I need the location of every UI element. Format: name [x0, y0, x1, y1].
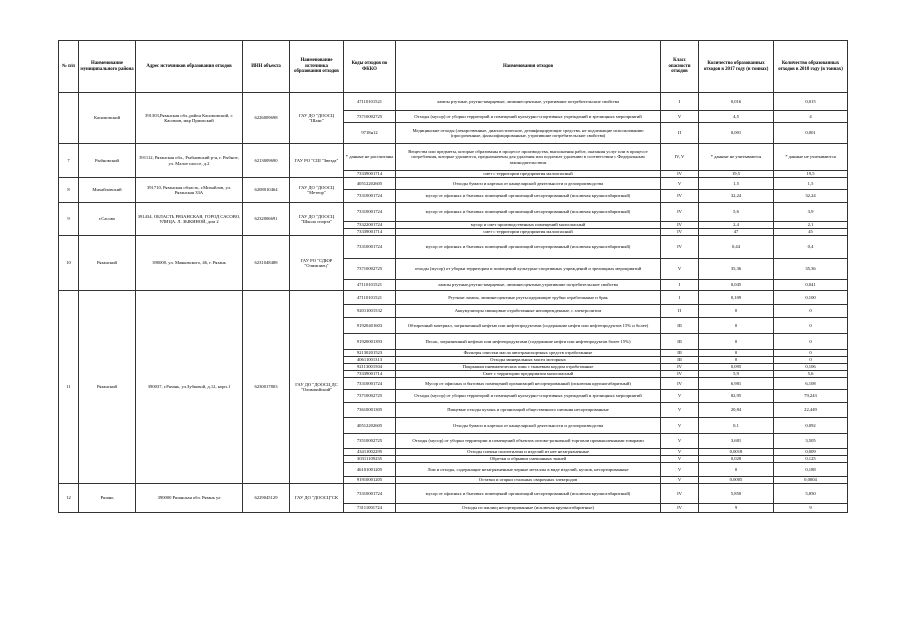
quantity-2018-cell: 0,015	[774, 93, 848, 111]
waste-code-cell: * данные не рассчитаны	[344, 144, 396, 171]
waste-name-cell: Мусор от офисных и бытовых помещений организаций несортированный (исключая крупногабаритный)	[396, 378, 661, 390]
waste-name-cell: лампы ртутные, ртутно-кварцевые, люминесцентные, утратившие потребительские свойства	[396, 93, 661, 111]
waste-code-cell: 73310001724	[344, 190, 396, 203]
table-row	[59, 203, 848, 222]
quantity-2017-cell: 0,44	[699, 236, 774, 259]
waste-code-cell: 43411002295	[344, 449, 396, 456]
waste-code-cell: 47110101521	[344, 280, 396, 291]
row-number-cell: 8	[59, 178, 79, 203]
waste-code-cell: 73610001305	[344, 403, 396, 418]
col-header: Наименование муниципального района	[79, 41, 136, 93]
quantity-2017-cell: 32,24	[699, 190, 774, 203]
hazard-class-cell: IV	[661, 378, 699, 390]
inn-cell: 6208010464	[243, 178, 290, 203]
waste-name-cell: отходы (мусор) от уборки территории и помещений культурно-спортивных учреждений и зрелищных мероприятий	[396, 259, 661, 280]
quantity-2017-cell: 1,5	[699, 178, 774, 190]
quantity-2018-cell: * данные не учитываются	[774, 144, 848, 171]
waste-name-cell: лампы ртутные,ртутно-кварцевые, люминесцентные,утратившие потребительские свойства	[396, 280, 661, 291]
address-cell: 390000 Рязанская обл. Рязань ул	[136, 484, 243, 513]
waste-name-cell: Отходы пленки полиэтилена и изделий из нее незагрязненные	[396, 449, 661, 456]
table-row	[59, 484, 848, 504]
inn-cell: 6229045129	[243, 484, 290, 513]
quantity-2018-cell: 35,36	[774, 259, 848, 280]
quantity-2017-cell: 2,4	[699, 222, 774, 229]
waste-code-cell: 92011001532	[344, 305, 396, 318]
waste-name-cell: Отходы бумаги и картона от канцелярской деятельности и делопроизводства	[396, 418, 661, 434]
waste-name-cell: смет с территории предприятия малоопасный	[396, 171, 661, 178]
source-cell: ГАУ ДО "ДООСЦ ДС "Олимпийский"	[290, 291, 344, 484]
quantity-2018-cell: 19,5	[774, 171, 848, 178]
waste-code-cell: 73310001724	[344, 203, 396, 222]
inn-cell: 6213009690	[243, 144, 290, 178]
quantity-2017-cell: 0,045	[699, 280, 774, 291]
hazard-class-cell: V	[661, 434, 699, 449]
hazard-class-cell: V	[661, 449, 699, 456]
quantity-2018-cell: 0	[774, 350, 848, 357]
waste-code-cell: 92113001504	[344, 364, 396, 371]
quantity-2017-cell: 4,5	[699, 111, 774, 123]
waste-name-cell: Медицинские отходы (лекарственные, диагностические, дезинфицирующие средства, не подлежащие использованию (просроченные, фальсифицированные, утратившие потребительские свойства)	[396, 123, 661, 144]
district-cell: Михайловский	[79, 178, 136, 203]
hazard-class-cell: IV	[661, 203, 699, 222]
district-cell: Касимовский	[79, 93, 136, 144]
quantity-2018-cell: 0	[774, 305, 848, 318]
row-number-cell	[59, 93, 79, 144]
quantity-2018-cell: 45	[774, 229, 848, 236]
address-cell: 390037, г.Рязань, ул.Зубковой, д.12, корп.1	[136, 291, 243, 484]
district-cell: Рыбновский	[79, 144, 136, 178]
waste-name-cell: мусор и смет производственных помещений малоопасный	[396, 222, 661, 229]
col-header: Наименование источника образования отходов	[290, 41, 344, 93]
header-row	[59, 41, 848, 93]
waste-name-cell: Лом и отходы, содержащие незагрязненные черные металлы в виде изделий, кусков, несортированные	[396, 463, 661, 477]
table-row	[59, 178, 848, 190]
district-cell: Рязань	[79, 484, 136, 513]
quantity-2017-cell: 3,681	[699, 434, 774, 449]
waste-name-cell: Обтирочный материал, загрязненный нефтью или нефтепродуктами (содержание нефти или нефтепродуктов 15% и более)	[396, 318, 661, 334]
address-cell: 391112, Рязанская обл., Рыбновский р-н, г. Рыбное, ул. Малое шоссе, д.2	[136, 144, 243, 178]
waste-name-cell: Отходы бумаги и картона от канцелярской деятельности и делопроизводства	[396, 178, 661, 190]
quantity-2018-cell: 0	[774, 318, 848, 334]
col-header: Коды отходов по ФККО	[344, 41, 396, 93]
row-number-cell: 11	[59, 291, 79, 484]
quantity-2018-cell: 0,125	[774, 456, 848, 463]
hazard-class-cell: V	[661, 463, 699, 477]
quantity-2018-cell: 0,4	[774, 236, 848, 259]
quantity-2018-cell: 4	[774, 111, 848, 123]
district-cell: Рязанский	[79, 291, 136, 484]
row-number-cell: 10	[59, 236, 79, 291]
quantity-2018-cell: 0,041	[774, 280, 848, 291]
hazard-class-cell: IV	[661, 371, 699, 378]
hazard-class-cell: III	[661, 318, 699, 334]
waste-code-cell: 40611001313	[344, 357, 396, 364]
row-number-cell: 9	[59, 203, 79, 236]
quantity-2018-cell: 2,1	[774, 222, 848, 229]
quantity-2017-cell: 9	[699, 504, 774, 513]
hazard-class-cell: II	[661, 305, 699, 318]
waste-code-cell: 73111001724	[344, 504, 396, 513]
hazard-class-cell: IV	[661, 504, 699, 513]
quantity-2017-cell: 0	[699, 463, 774, 477]
table-row	[59, 93, 848, 111]
table-row	[59, 236, 848, 259]
hazard-class-cell: III	[661, 350, 699, 357]
waste-code-cell: 73310001724	[344, 378, 396, 390]
hazard-class-cell: IV	[661, 222, 699, 229]
source-cell: ГАУ РО "СШ "Звезда"	[290, 144, 344, 178]
hazard-class-cell: IV	[661, 236, 699, 259]
quantity-2017-cell: 35,36	[699, 259, 774, 280]
col-header: Класс опасности отходов	[661, 41, 699, 93]
waste-name-cell: смет с территории предприятия малоопасный	[396, 229, 661, 236]
waste-code-cell: 73710002725	[344, 111, 396, 123]
inn-cell: 6226009698	[243, 93, 290, 144]
row-number-cell: 7	[59, 144, 79, 178]
hazard-class-cell: IV	[661, 171, 699, 178]
address-cell: 390000, ул. Маяковского, 46, г. Рязань	[136, 236, 243, 291]
hazard-class-cell: IV	[661, 229, 699, 236]
quantity-2017-cell: 0,1	[699, 418, 774, 434]
quantity-2018-cell: 3,505	[774, 434, 848, 449]
quantity-2017-cell: 47	[699, 229, 774, 236]
quantity-2017-cell: 0	[699, 350, 774, 357]
quantity-2017-cell: 0	[699, 318, 774, 334]
waste-code-cell: 73322001724	[344, 222, 396, 229]
waste-code-cell: 73510002725	[344, 434, 396, 449]
table-row	[59, 144, 848, 171]
inn-cell: 6231048488	[243, 236, 290, 291]
hazard-class-cell: V	[661, 418, 699, 434]
quantity-2018-cell: 1,5	[774, 178, 848, 190]
quantity-2017-cell: 0,0005	[699, 477, 774, 484]
waste-code-cell: 73339001714	[344, 171, 396, 178]
waste-name-cell: Отходы (мусор) от уборки территории и помещений объектов оптово-розничной торговли промышленными товарами	[396, 434, 661, 449]
quantity-2018-cell: 0,106	[774, 364, 848, 371]
waste-code-cell: 73339001714	[344, 229, 396, 236]
source-cell: ГАУ ДО "ДООСЦ"СК	[290, 484, 344, 513]
waste-code-cell: 40512202605	[344, 418, 396, 434]
quantity-2018-cell: 0,100	[774, 291, 848, 305]
waste-code-cell: 73710002725	[344, 259, 396, 280]
quantity-2018-cell: 5,6	[774, 371, 848, 378]
district-cell: г.Сасово	[79, 203, 136, 236]
quantity-2017-cell: 0	[699, 305, 774, 318]
quantity-2017-cell: 0,109	[699, 291, 774, 305]
waste-code-cell: 30311109235	[344, 456, 396, 463]
waste-name-cell: Вещества или предметы, которые образованы в процессе производства, выполнения работ, оказания услуг или в процессе потребления, которые удаляются, предназначены для удаления или подлежат удалению в соответствии с Федеральным законодательством	[396, 144, 661, 171]
col-header: Адрес источников образования отходов	[136, 41, 243, 93]
col-header: № п/п	[59, 41, 79, 93]
hazard-class-cell: V	[661, 111, 699, 123]
waste-name-cell: Ртутные лампы, люминесцентные ртутьсодержащие трубки отработанные и брак	[396, 291, 661, 305]
source-cell: ГАУ ДО "ДООСЦ "Школа спорта"	[290, 203, 344, 236]
quantity-2018-cell: 0	[774, 334, 848, 350]
waste-name-cell: мусор от офисных и бытовых помещений организаций несортированный (исключая крупногабаритный)	[396, 236, 661, 259]
hazard-class-cell: V	[661, 456, 699, 463]
hazard-class-cell: III	[661, 334, 699, 350]
waste-name-cell: мусор от офисных и бытовых помещений организаций несортированный (исключая крупногабаритный)	[396, 203, 661, 222]
waste-name-cell: Смет с территории предприятия малоопасный	[396, 371, 661, 378]
hazard-class-cell: I	[661, 291, 699, 305]
quantity-2017-cell: 0	[699, 334, 774, 350]
waste-code-cell: 47110101521	[344, 291, 396, 305]
quantity-2017-cell: 5,6	[699, 203, 774, 222]
waste-code-cell: 91910001205	[344, 477, 396, 484]
table-row	[59, 291, 848, 305]
quantity-2018-cell: 0,001	[774, 123, 848, 144]
col-header: Количество образованных отходов в 2018 году (в тоннах)	[774, 41, 848, 93]
hazard-class-cell: V	[661, 477, 699, 484]
waste-name-cell: мусор от офисных и бытовых помещений организаций несортированный (исключая крупногабаритный)	[396, 484, 661, 504]
inn-cell: 6230017803	[243, 291, 290, 484]
waste-table	[58, 40, 848, 513]
hazard-class-cell: I	[661, 280, 699, 291]
hazard-class-cell: III	[661, 357, 699, 364]
waste-name-cell: Песок, загрязненный нефтью или нефтепродуктами (содержание нефти или нефтепродуктов более 15%)	[396, 334, 661, 350]
waste-code-cell: 40512202605	[344, 178, 396, 190]
quantity-2018-cell: 3,9	[774, 203, 848, 222]
quantity-2018-cell: 79,243	[774, 390, 848, 403]
quantity-2017-cell: 0,095	[699, 364, 774, 371]
waste-code-cell: 73310001724	[344, 484, 396, 504]
quantity-2018-cell: 0,092	[774, 418, 848, 434]
quantity-2017-cell: 5,850	[699, 484, 774, 504]
source-cell: ГАУ ДО "ДООСЦ "Шанс"	[290, 93, 344, 144]
waste-name-cell: Остатки и огарки стальных сварочных электродов	[396, 477, 661, 484]
waste-name-cell: Отходы из жилищ несортированные (исключая крупногабаритные)	[396, 504, 661, 513]
quantity-2017-cell: 82,95	[699, 390, 774, 403]
waste-code-cell: 9718н12	[344, 123, 396, 144]
quantity-2017-cell: * данные не учитываются	[699, 144, 774, 171]
waste-code-cell: 73310001724	[344, 236, 396, 259]
waste-name-cell: Отходы (мусор) от уборки территорий и помещений культурно-спортивных учреждений и зрелищных мероприятий	[396, 390, 661, 403]
waste-name-cell: Обрезки и обрывки смешанных тканей	[396, 456, 661, 463]
address-cell: 391434, ОБЛАСТЬ РЯЗАНСКАЯ, ГОРОД САСОВО, УЛИЦА. Л. ЗЫКИНОЙ, дом 2	[136, 203, 243, 236]
address-cell: 391303,Рязанская обл.,район Касимовский, г. Касимов, мкр Приокский	[136, 93, 243, 144]
hazard-class-cell: IV, V	[661, 144, 699, 171]
hazard-class-cell: V	[661, 178, 699, 190]
row-number-cell: 12	[59, 484, 79, 513]
waste-name-cell: Пищевые отходы кухонь и организаций общественного питания несортированные	[396, 403, 661, 418]
hazard-class-cell: IV	[661, 484, 699, 504]
source-cell: ГАУ РО "СДЮР "Олимпиец"	[290, 236, 344, 291]
col-header: Наименования отходов	[396, 41, 661, 93]
waste-code-cell: 73710002725	[344, 390, 396, 403]
quantity-2018-cell: 9	[774, 504, 848, 513]
source-cell: ГАУ ДО "ДООСЦ "Метеор"	[290, 178, 344, 203]
quantity-2018-cell: 5,850	[774, 484, 848, 504]
quantity-2018-cell: 0,0004	[774, 477, 848, 484]
waste-name-cell: Аккумуляторы свинцовые отработанные неповрежденные, с электролитом	[396, 305, 661, 318]
waste-code-cell: 91920401603	[344, 318, 396, 334]
inn-cell: 6232006691	[243, 203, 290, 236]
waste-code-cell: 73339001714	[344, 371, 396, 378]
quantity-2018-cell: 0	[774, 357, 848, 364]
district-cell: Рязанский	[79, 236, 136, 291]
waste-name-cell: Фильтры очистки масла автотранспортных средств отработанные	[396, 350, 661, 357]
waste-name-cell: Покрышки пневматических шин с тканевым кордом отработанные	[396, 364, 661, 371]
quantity-2017-cell: 6,981	[699, 378, 774, 390]
hazard-class-cell: V	[661, 390, 699, 403]
waste-name-cell: Отходы минеральных масел моторных	[396, 357, 661, 364]
col-header: Количество образованных отходов в 2017 году (в тоннах)	[699, 41, 774, 93]
waste-name-cell: мусор от офисных и бытовых помещений организаций несортированный (исключая крупногабаритный)	[396, 190, 661, 203]
quantity-2017-cell: 0	[699, 357, 774, 364]
hazard-class-cell: IV	[661, 364, 699, 371]
quantity-2018-cell: 0,188	[774, 463, 848, 477]
col-header: ИНН объекта	[243, 41, 290, 93]
quantity-2017-cell: 19,5	[699, 171, 774, 178]
quantity-2017-cell: 20,84	[699, 403, 774, 418]
hazard-class-cell: IV	[661, 190, 699, 203]
quantity-2017-cell: 0,001	[699, 123, 774, 144]
quantity-2018-cell: 6,108	[774, 378, 848, 390]
quantity-2017-cell: 0,028	[699, 456, 774, 463]
address-cell: 391710, Рязанская область, г.Михайлов, ул. Рязанская 33А	[136, 178, 243, 203]
waste-code-cell: 46101001205	[344, 463, 396, 477]
hazard-class-cell: V	[661, 259, 699, 280]
quantity-2017-cell: 0,0018	[699, 449, 774, 456]
quantity-2017-cell: 0,016	[699, 93, 774, 111]
table-body	[59, 93, 848, 513]
hazard-class-cell: V	[661, 403, 699, 418]
waste-code-cell: 92130201523	[344, 350, 396, 357]
quantity-2018-cell: 0,009	[774, 449, 848, 456]
waste-name-cell: Отходы (мусор) от уборки территорий и помещений культурно-спортивных учреждений и зрелищных мероприятий	[396, 111, 661, 123]
quantity-2018-cell: 22,449	[774, 403, 848, 418]
document-page	[58, 40, 847, 513]
waste-code-cell: 91920001393	[344, 334, 396, 350]
quantity-2018-cell: 32,24	[774, 190, 848, 203]
waste-code-cell: 47110101521	[344, 93, 396, 111]
quantity-2017-cell: 5,9	[699, 371, 774, 378]
hazard-class-cell: II	[661, 123, 699, 144]
hazard-class-cell: I	[661, 93, 699, 111]
